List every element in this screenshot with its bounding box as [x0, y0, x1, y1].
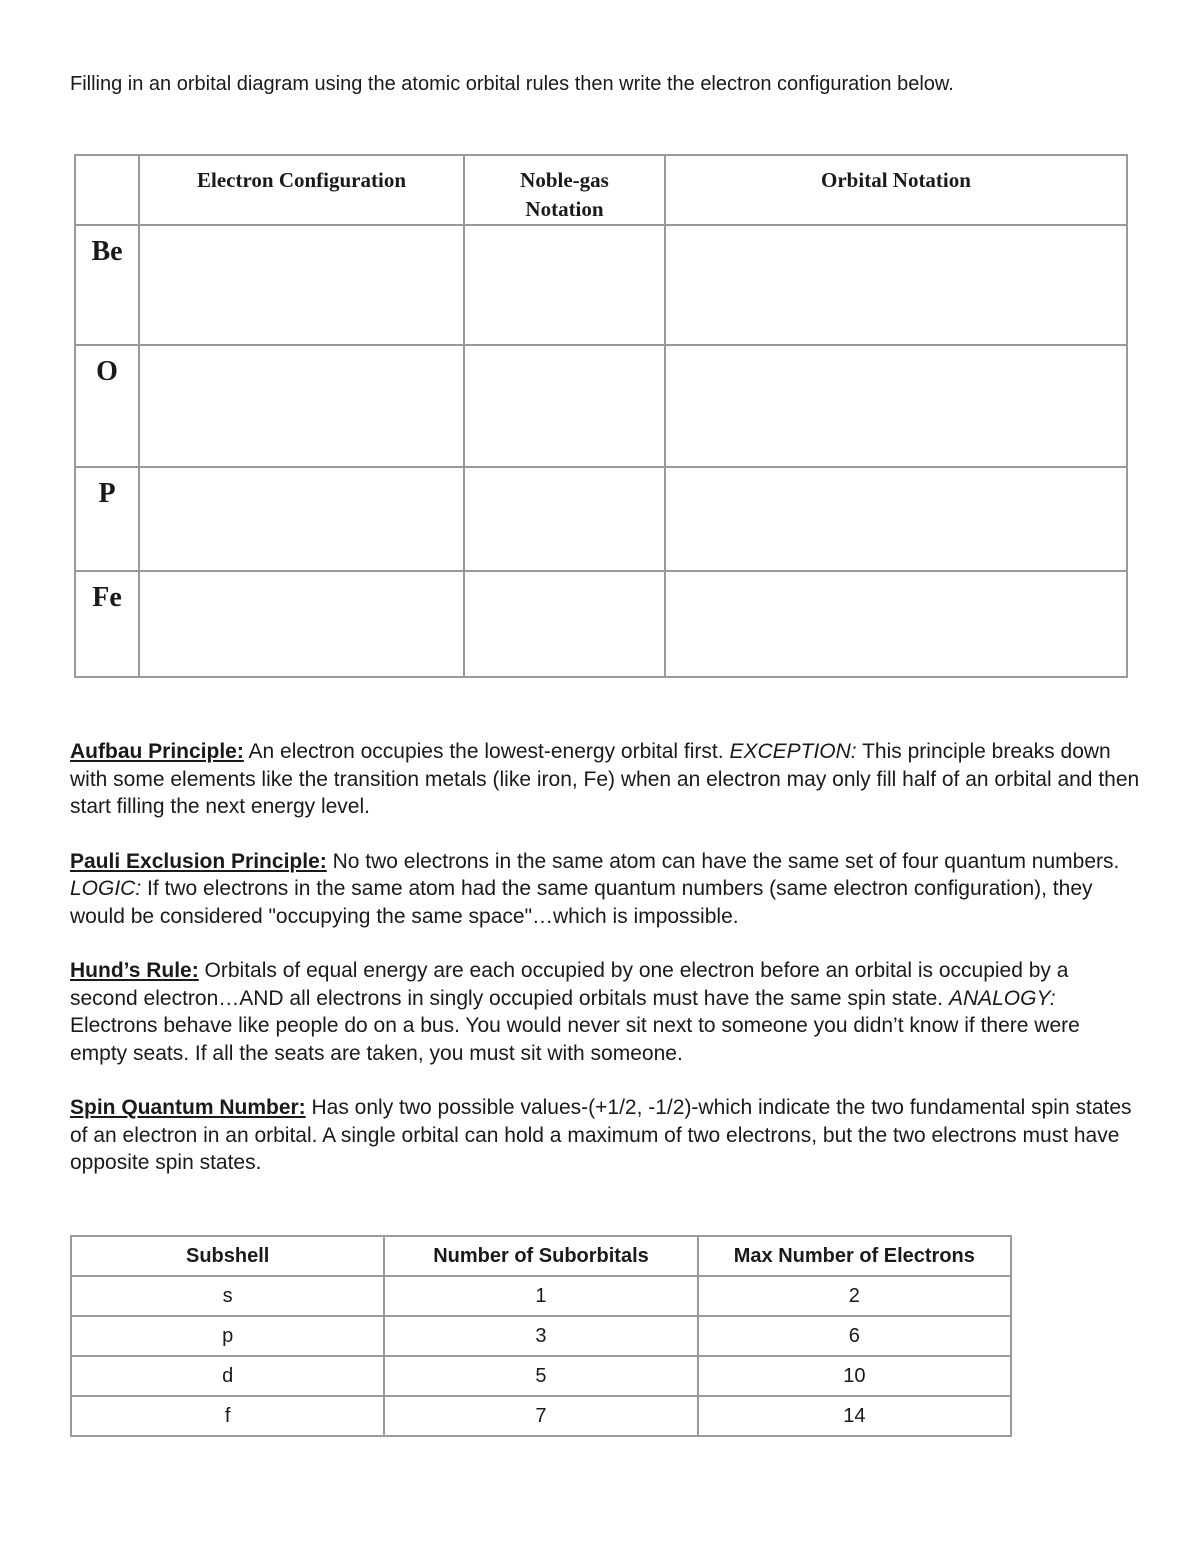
- max-electrons-cell: 14: [698, 1396, 1011, 1436]
- max-electrons-cell: 2: [698, 1276, 1011, 1316]
- header-suborbitals: Number of Suborbitals: [384, 1236, 697, 1276]
- aufbau-paragraph: [70, 738, 1140, 821]
- pauli-term: Pauli Exclusion Principle:: [70, 849, 327, 873]
- subshell-table: [70, 1235, 1012, 1437]
- table-row: [71, 1396, 1011, 1436]
- table-row: [71, 1276, 1011, 1316]
- header-subshell: Subshell: [71, 1236, 384, 1276]
- aufbau-label: EXCEPTION:: [729, 740, 857, 763]
- principles-section: [70, 738, 1140, 1204]
- orbital-notation-answer[interactable]: [665, 345, 1127, 467]
- hund-term: Hund’s Rule:: [70, 959, 199, 982]
- header-max-electrons: Max Number of Electrons: [698, 1236, 1011, 1276]
- aufbau-text2: This principle breaks down with some elements like the transition metals (like iron, Fe) when an electron may only fill half of an orbital and then start filling the next energy level.: [70, 740, 1140, 818]
- electron-config-answer[interactable]: [139, 225, 464, 345]
- noble-gas-answer[interactable]: [464, 225, 665, 345]
- suborbitals-cell: 7: [384, 1396, 697, 1436]
- corner-cell: [75, 155, 139, 225]
- subshell-cell: f: [71, 1396, 384, 1436]
- subshell-header-row: [71, 1236, 1011, 1276]
- header-orbital-notation: Orbital Notation: [665, 155, 1127, 225]
- header-noble-gas-line1: Noble-gas: [520, 168, 609, 192]
- row-be: [75, 225, 1127, 345]
- suborbitals-cell: 3: [384, 1316, 697, 1356]
- header-electron-configuration: Electron Configuration: [139, 155, 464, 225]
- subshell-cell: d: [71, 1356, 384, 1396]
- hund-text1: Orbitals of equal energy are each occupied by one electron before an orbital is occupied by a second electron…AND all electrons in singly occupied orbitals must have the same spin state.: [70, 959, 1069, 1010]
- row-p: [75, 467, 1127, 571]
- table-row: [71, 1356, 1011, 1396]
- aufbau-term: Aufbau Principle:: [70, 740, 244, 763]
- max-electrons-cell: 10: [698, 1356, 1011, 1396]
- pauli-label: LOGIC:: [70, 877, 142, 900]
- electron-config-answer[interactable]: [139, 345, 464, 467]
- subshell-cell: p: [71, 1316, 384, 1356]
- pauli-text1: No two electrons in the same atom can have the same set of four quantum numbers.: [326, 849, 1120, 873]
- hund-text2: Electrons behave like people do on a bus. You would never sit next to someone you didn’t know if there were empty seats. If all the seats are taken, you must sit with someone.: [70, 1014, 1080, 1065]
- subshell-cell: s: [71, 1276, 384, 1316]
- spin-text1: Has only two possible values-(+1/2, -1/2)-which indicate the two fundamental spin states of an electron in an orbital. A single orbital can hold a maximum of two electrons, but the two electrons must have opposite spin states.: [70, 1096, 1132, 1174]
- table-row: [71, 1316, 1011, 1356]
- header-noble-gas-line2: Notation: [525, 197, 604, 221]
- electron-config-answer[interactable]: [139, 571, 464, 677]
- row-o: [75, 345, 1127, 467]
- suborbitals-cell: 1: [384, 1276, 697, 1316]
- noble-gas-answer[interactable]: [464, 467, 665, 571]
- hund-paragraph: [70, 957, 1140, 1067]
- electron-config-answer[interactable]: [139, 467, 464, 571]
- element-label: O: [75, 345, 139, 467]
- worksheet-header-row: [75, 155, 1127, 225]
- max-electrons-cell: 6: [698, 1316, 1011, 1356]
- element-label: Fe: [75, 571, 139, 677]
- orbital-notation-answer[interactable]: [665, 571, 1127, 677]
- suborbitals-cell: 5: [384, 1356, 697, 1396]
- row-fe: [75, 571, 1127, 677]
- noble-gas-answer[interactable]: [464, 571, 665, 677]
- pauli-paragraph: [70, 848, 1140, 931]
- spin-term: Spin Quantum Number:: [70, 1096, 306, 1119]
- pauli-text2: If two electrons in the same atom had the same quantum numbers (same electron configuration), they would be considered "occupying the same space"…which is impossible.: [70, 877, 1093, 928]
- element-label: Be: [75, 225, 139, 345]
- worksheet-table: [74, 154, 1128, 678]
- aufbau-text1: An electron occupies the lowest-energy orbital first.: [243, 740, 730, 763]
- instructions: Filling in an orbital diagram using the atomic orbital rules then write the electron configuration below.: [70, 73, 954, 95]
- hund-label: ANALOGY:: [948, 986, 1056, 1010]
- header-noble-gas-notation: [464, 155, 665, 225]
- orbital-notation-answer[interactable]: [665, 467, 1127, 571]
- element-label: P: [75, 467, 139, 571]
- orbital-notation-answer[interactable]: [665, 225, 1127, 345]
- noble-gas-answer[interactable]: [464, 345, 665, 467]
- spin-paragraph: [70, 1094, 1140, 1177]
